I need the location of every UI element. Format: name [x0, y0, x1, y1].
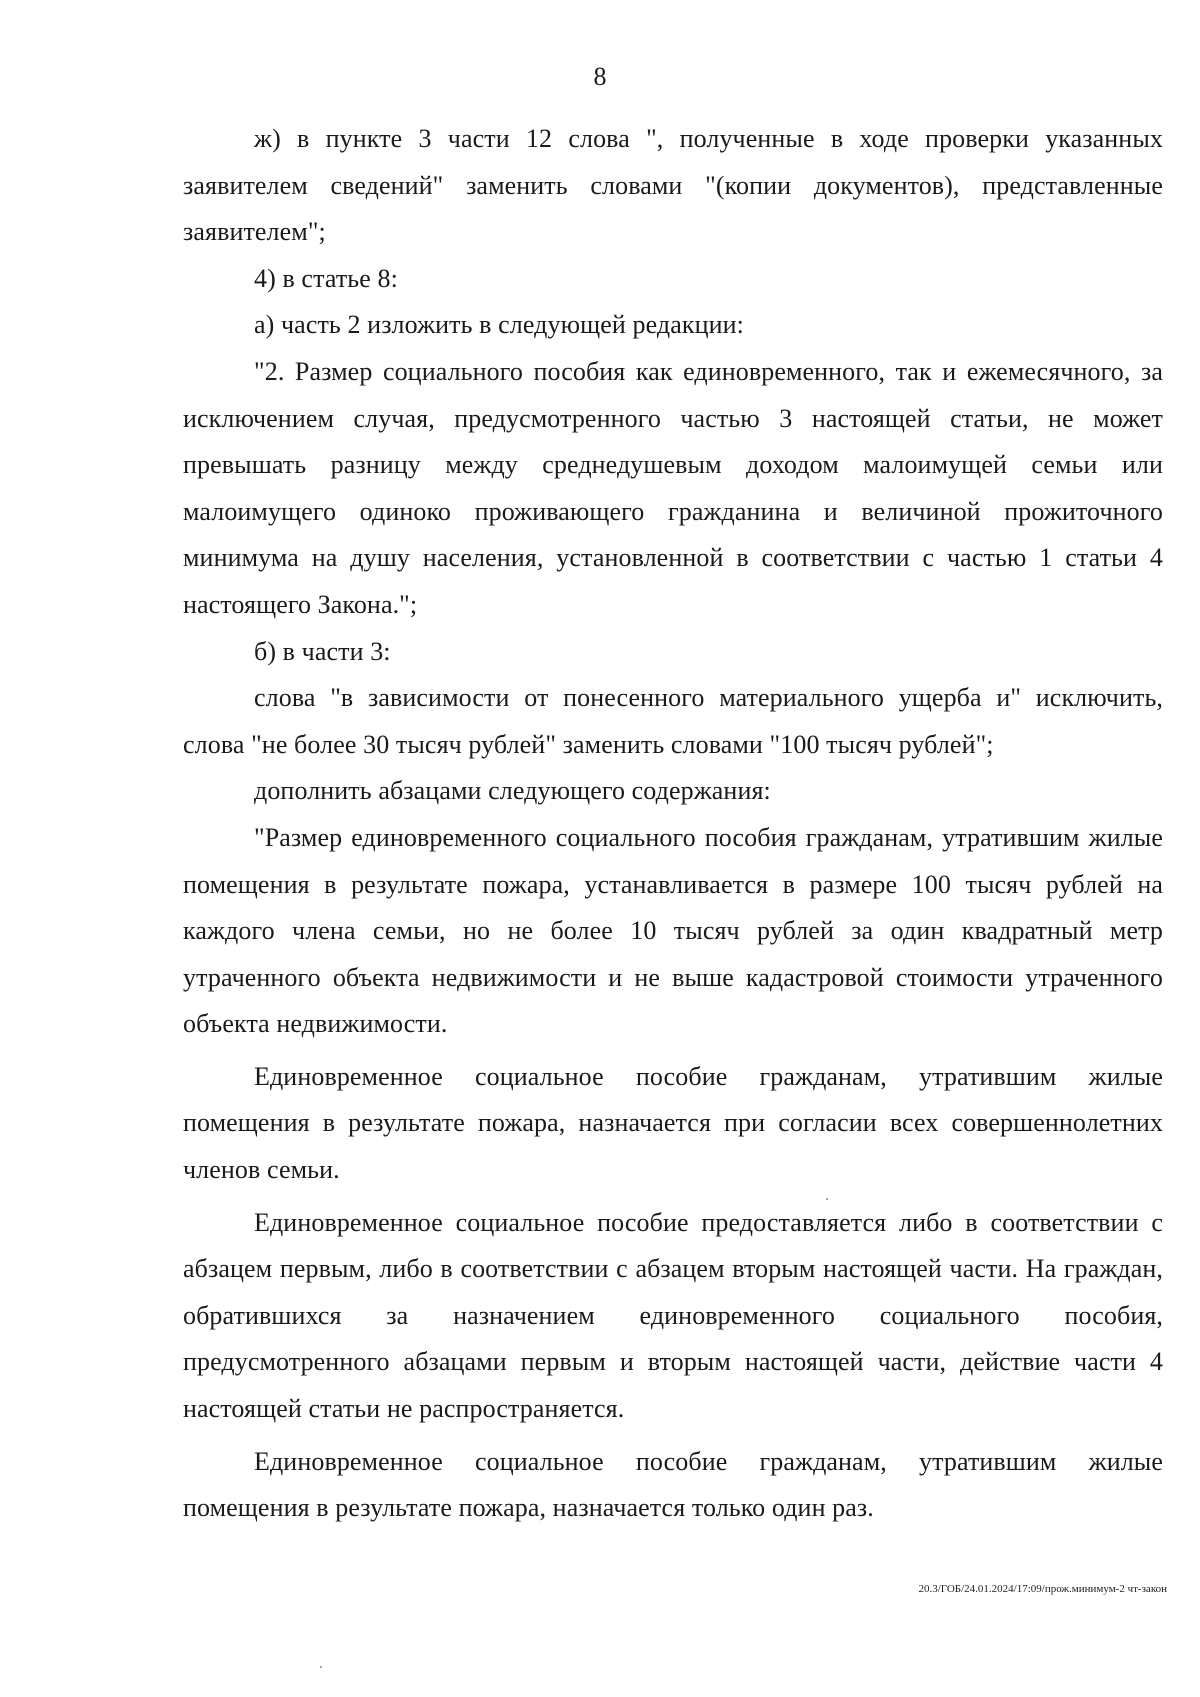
paragraph-part-2-redaction: а) часть 2 изложить в следующей редакции:	[254, 310, 744, 340]
paragraph-add-abzats: дополнить абзацами следующего содержания:	[254, 776, 771, 806]
scan-speck	[826, 1198, 828, 1200]
paragraph-benefit-provision: Единовременное социальное пособие предоставляется либо в соответствии с абзацем первым, либо в соответствии с абзацем вторым настоящей части. На граждан, обратившихся за назначением единовременного социального пособия, предусмотренного абзацами первым и вторым настоящей части, действие части 4 настоящей статьи не распространяется.	[183, 1207, 1163, 1424]
paragraph-zh-point-3: ж) в пункте 3 части 12 слова ", полученные в ходе проверки указанных заявителем сведений" заменить словами "(копии документов), представленные заявителем";	[183, 124, 1163, 247]
document-body	[183, 116, 1163, 1532]
paragraph-benefit-once: Единовременное социальное пособие гражданам, утратившим жилые помещения в результате пожара, назначается только один раз.	[183, 1446, 1163, 1523]
scan-speck	[320, 1666, 322, 1668]
paragraph-part-3: б) в части 3:	[254, 636, 391, 666]
paragraph-words-replace: слова "в зависимости от понесенного материального ущерба и" исключить, слова "не более 30 тысяч рублей" заменить словами "100 тысяч рублей";	[183, 683, 1163, 759]
paragraph-part-2-text: "2. Размер социального пособия как единовременного, так и ежемесячного, за исключением случая, предусмотренного частью 3 настоящей статьи, не может превышать разницу между среднедушевым доходом малоимущей семьи или малоимущего одиноко проживающего гражданина и величиной прожиточного минимума на душу населения, установленной в соответствии с частью 1 статьи 4 настоящего Закона.";	[183, 356, 1163, 619]
paragraph-fire-benefit-consent: Единовременное социальное пособие гражданам, утратившим жилые помещения в результате пожара, назначается при согласии всех совершеннолетних членов семьи.	[183, 1061, 1163, 1185]
paragraph-fire-benefit-size: "Размер единовременного социального пособия гражданам, утратившим жилые помещения в результате пожара, устанавливается в размере 100 тысяч рублей на каждого члена семьи, но не более 10 тысяч рублей за один квадратный метр утраченного объекта недвижимости и не выше кадастровой стоимости утраченного объекта недвижимости.	[183, 822, 1163, 1039]
footer-document-code: 20.3/ГОБ/24.01.2024/17:09/прож.минимум-2 чт-закон	[918, 1583, 1167, 1595]
page-number: 8	[593, 62, 607, 91]
paragraph-article-8: 4) в статье 8:	[254, 263, 398, 293]
